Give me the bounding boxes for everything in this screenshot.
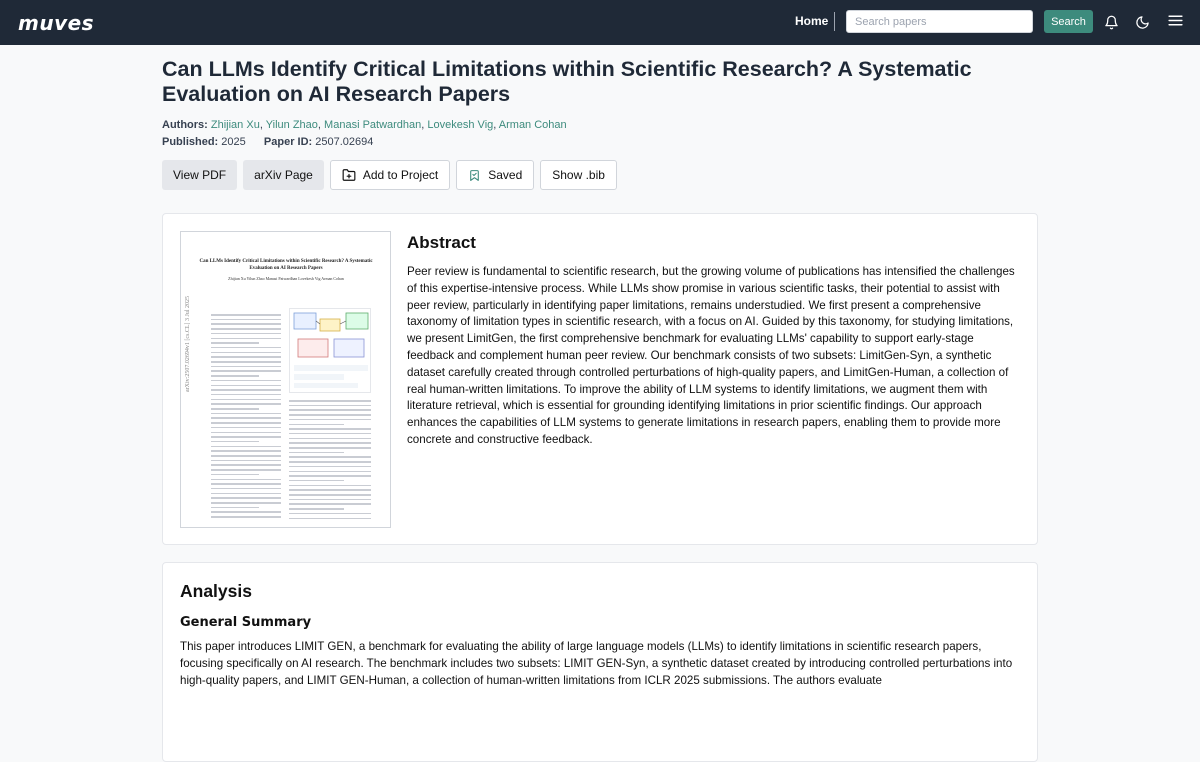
show-bib-button[interactable] [540, 160, 617, 190]
nav-divider [834, 12, 835, 31]
paper-id-value: 2507.02694 [315, 136, 374, 148]
general-summary-text: This paper introduces LIMIT GEN, a benchmark for evaluating the ability of large language models (LLMs) to identify limitations in scientific research papers, focusing specifically on AI research. The benchmark includes two subsets: LIMIT GEN-Syn, a synthetic dataset created by introducing controlled perturbations into high-quality papers, and LIMIT GEN-Human, a collection of human-written limitations from ICLR 2025 submissions. The authors evaluate [180, 640, 1013, 687]
published-label: Published: [162, 136, 219, 148]
thumbnail-line [211, 507, 259, 509]
thumbnail-line [289, 456, 371, 458]
thumbnail-line [211, 319, 281, 321]
thumbnail-line [211, 389, 281, 391]
thumbnail-line [289, 438, 371, 440]
thumbnail-line [211, 342, 259, 344]
authors-label: Authors: [162, 119, 208, 131]
thumbnail-line [211, 328, 281, 330]
thumbnail-line [211, 347, 281, 349]
author-link[interactable]: Yilun Zhao [265, 119, 318, 131]
thumbnail-line [289, 414, 371, 416]
thumbnail-line [211, 497, 281, 499]
nav-home-link[interactable]: Home [795, 14, 829, 28]
site-logo[interactable]: muves [18, 11, 95, 35]
thumbnail-line [211, 417, 281, 419]
thumbnail-line [289, 475, 371, 477]
published-year: 2025 [221, 136, 246, 148]
thumbnail-line [289, 405, 371, 407]
thumbnail-title: Can LLMs Identify Critical Limitations within Scientific Research? A Systematic Evaluation on AI Research Papers [199, 259, 373, 271]
thumbnail-line [211, 493, 281, 495]
thumbnail-line [289, 400, 371, 402]
thumbnail-line [289, 452, 344, 454]
thumbnail-line [211, 333, 281, 335]
view-pdf-label: View PDF [173, 168, 227, 182]
thumbnail-line [211, 427, 281, 429]
analysis-heading: Analysis [180, 581, 252, 601]
thumbnail-line [211, 516, 281, 518]
folder-plus-icon [342, 168, 356, 182]
thumbnail-line [211, 502, 281, 504]
add-to-project-button[interactable] [330, 160, 450, 190]
arxiv-page-label: arXiv Page [254, 168, 313, 182]
author-link[interactable]: Lovekesh Vig [427, 119, 494, 131]
top-navbar [0, 0, 1200, 45]
thumbnail-line [211, 323, 281, 325]
thumbnail-line [211, 375, 259, 377]
thumbnail-line [211, 403, 281, 405]
thumbnail-line [211, 380, 281, 382]
thumbnail-line [289, 489, 371, 491]
thumbnail-line [211, 366, 281, 368]
general-summary-heading: General Summary [180, 615, 312, 630]
thumbnail-line [211, 488, 281, 490]
search-input[interactable] [846, 10, 1033, 33]
thumbnail-line [211, 511, 281, 513]
action-buttons [162, 160, 617, 190]
menu-icon[interactable] [1164, 9, 1186, 31]
thumbnail-line [211, 394, 281, 396]
thumbnail-line [211, 455, 281, 457]
thumbnail-line [289, 518, 371, 520]
thumbnail-line [289, 508, 344, 510]
thumbnail-line [211, 464, 281, 466]
thumbnail-line [289, 494, 371, 496]
author-link[interactable]: Arman Cohan [498, 119, 567, 131]
thumbnail-line [211, 446, 281, 448]
author-link[interactable]: Zhijian Xu [210, 119, 260, 131]
thumbnail-line [211, 474, 259, 476]
author-link[interactable]: Manasi Patwardhan [324, 119, 422, 131]
thumbnail-line [289, 471, 371, 473]
paper-title: Can LLMs Identify Critical Limitations within Scientific Research? A Systematic Evaluation on AI Research Papers [162, 57, 972, 106]
bell-icon[interactable] [1100, 11, 1122, 33]
thumbnail-line [289, 466, 371, 468]
show-bib-label: Show .bib [552, 168, 605, 182]
thumbnail-line [289, 461, 371, 463]
thumbnail-line [211, 422, 281, 424]
search-button[interactable]: Search [1044, 10, 1093, 33]
thumbnail-line [211, 450, 281, 452]
abstract-text: Peer review is fundamental to scientific research, but the growing volume of publications has intensified the challenges of this expertise-intensive process. While LLMs show promise in various scientific tasks, their potential to assist with peer review, particularly in identifying paper limitations, remains understudied. We first present a comprehensive taxonomy of limitation types in scientific research, with a focus on AI. Guided by this taxonomy, for studying limitations, we present LimitGen, the first comprehensive benchmark for evaluating LLMs' capability to support early-stage feedback and complement human peer review. Our benchmark consists of two subsets: LimitGen-Syn, a synthetic dataset carefully created through controlled perturbations of high-quality papers, and LimitGen-Human, a collection of real human-written limitations. To improve the ability of LLM systems to identify limitations, we augment them with literature retrieval, which is essential for grounding identifying limitations in prior scientific findings. Our approach enhances the capabilities of LLM systems to generate limitations in research papers, enabling them to provide more concrete and constructive feedback. [407, 265, 1015, 446]
thumbnail-line [211, 361, 281, 363]
thumbnail-line [211, 436, 281, 438]
thumbnail-line [211, 399, 281, 401]
thumbnail-line [289, 428, 371, 430]
bookmark-icon [468, 169, 481, 182]
thumbnail-line [211, 338, 281, 340]
thumbnail-line [211, 479, 281, 481]
thumbnail-arxiv-stamp: arXiv:2507.02694v1 [cs.CL] 3 Jul 2025 [185, 296, 191, 392]
view-pdf-button[interactable] [162, 160, 237, 190]
thumbnail-line [211, 460, 281, 462]
thumbnail-line [289, 503, 371, 505]
publication-line [162, 136, 373, 148]
moon-icon[interactable] [1131, 11, 1153, 33]
thumbnail-line [211, 408, 259, 410]
arxiv-page-button[interactable] [243, 160, 324, 190]
thumbnail-line [289, 447, 371, 449]
thumbnail-line [289, 442, 371, 444]
thumbnail-line [289, 419, 371, 421]
thumbnail-line [289, 485, 371, 487]
authors-line: Authors: Zhijian Xu, Yilun Zhao, Manasi Patwardhan, Lovekesh Vig, Arman Cohan [162, 119, 567, 131]
paper-id-label: Paper ID: [263, 136, 313, 148]
thumbnail-line [211, 385, 281, 387]
thumbnail-line [211, 469, 281, 471]
thumbnail-line [289, 424, 344, 426]
paper-thumbnail[interactable] [180, 231, 391, 528]
thumbnail-line [211, 352, 281, 354]
saved-button[interactable] [456, 160, 534, 190]
thumbnail-line [211, 314, 281, 316]
thumbnail-line [211, 441, 259, 443]
thumbnail-line [211, 413, 281, 415]
thumbnail-line [289, 480, 344, 482]
abstract-card [162, 213, 1038, 545]
thumbnail-line [211, 483, 281, 485]
analysis-card [162, 562, 1038, 762]
thumbnail-line [211, 356, 281, 358]
thumbnail-line [211, 432, 281, 434]
saved-label: Saved [488, 168, 523, 182]
thumbnail-line [211, 370, 281, 372]
thumbnail-line [289, 433, 371, 435]
add-to-project-label: Add to Project [362, 168, 439, 182]
thumbnail-line [289, 499, 371, 501]
thumbnail-figure [289, 308, 371, 393]
abstract-heading: Abstract [407, 233, 476, 252]
thumbnail-line [289, 513, 371, 515]
thumbnail-line [289, 409, 371, 411]
thumbnail-authors: Zhijian Xu Yilun Zhao Manasi Patwardhan Lovekesh Vig Arman Cohan [228, 276, 344, 281]
